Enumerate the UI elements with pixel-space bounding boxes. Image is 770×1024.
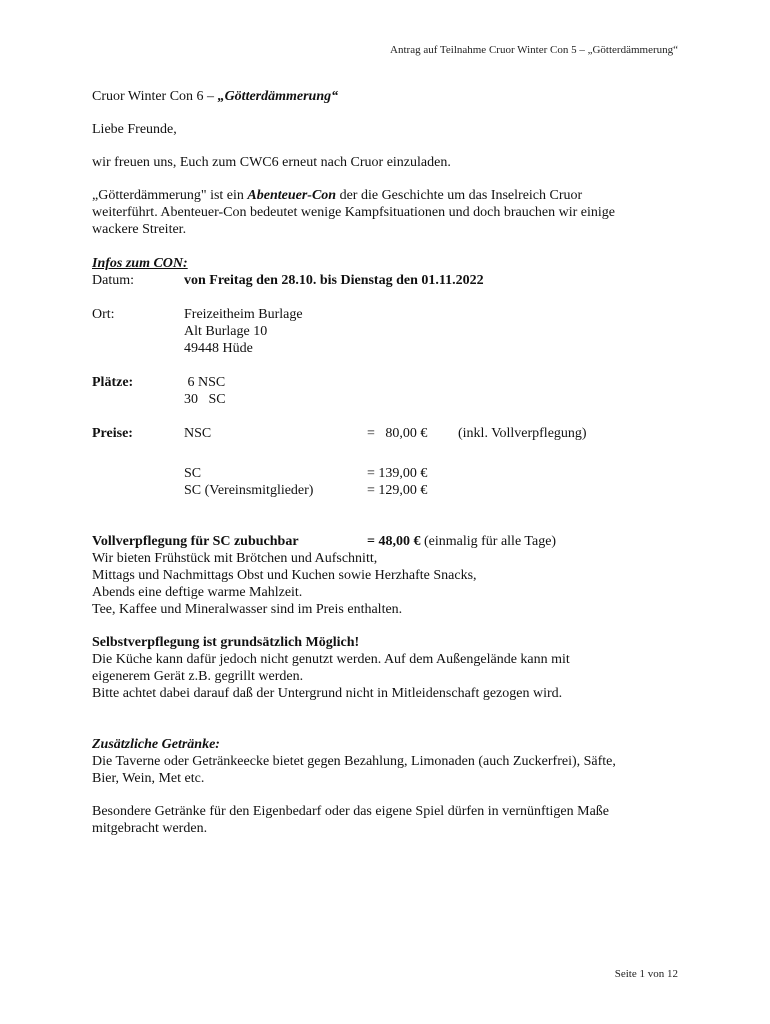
preise-row-sc [92,465,692,482]
intro-part1: „Götterdämmerung" ist ein [92,188,248,203]
intro-paragraph [92,187,692,238]
infos-heading: Infos zum CON: [92,256,188,271]
ort-row-2 [92,323,692,340]
ort-row [92,306,692,323]
preis-note: (inkl. Vollverpflegung) [458,426,587,441]
getraenke-line: Die Taverne oder Getränkeecke bietet gegen Bezahlung, Limonaden (auch Zuckerfrei), Säfte, [92,754,616,769]
title-prefix: Cruor Winter Con 6 – [92,89,218,104]
preise-row-sc-verein [92,482,692,499]
intro-line3: wackere Streiter. [92,222,187,237]
datum-label: Datum: [92,273,134,288]
datum-value: von Freitag den 28.10. bis Dienstag den 01.11.2022 [184,273,484,288]
preis-value: = 80,00 € [367,426,428,441]
intro-part2: der die Geschichte um das Inselreich Cruor [336,188,583,203]
invite-text: wir freuen uns, Euch zum CWC6 erneut nach Cruor einzuladen. [92,155,451,170]
selbstverpflegung-heading: Selbstverpflegung ist grundsätzlich Möglich! [92,635,360,650]
vollverpflegung-note: (einmalig für alle Tage) [420,534,557,549]
infos-section [92,255,692,499]
getraenke-line: Bier, Wein, Met etc. [92,771,205,786]
ort-line-1: Freizeitheim Burlage [184,307,303,322]
vollverpflegung-price: = 48,00 € [367,534,421,549]
plaetze-line-2: 30 SC [184,392,226,407]
selbstverpflegung-line: Bitte achtet dabei darauf daß der Untergrund nicht in Mitleidenschaft gezogen wird. [92,686,563,701]
vollverpflegung-price-line [367,533,556,550]
greeting: Liebe Freunde, [92,122,177,137]
preise-row-nsc [92,425,692,442]
intro-line2: weiterführt. Abenteuer-Con bedeutet wenige Kampfsituationen und doch brauchen wir einige [92,205,615,220]
selbstverpflegung-line: Die Küche kann dafür jedoch nicht genutzt werden. Auf dem Außengelände kann mit [92,652,570,667]
vollverpflegung-line: Wir bieten Frühstück mit Brötchen und Aufschnitt, [92,551,378,566]
ort-line-3: 49448 Hüde [184,341,253,356]
plaetze-row-2 [92,391,692,408]
plaetze-label: Plätze: [92,375,134,390]
preis-item: SC [184,466,202,481]
getraenke-heading: Zusätzliche Getränke: [92,737,220,752]
preis-item: SC (Vereinsmitglieder) [184,483,314,498]
getraenke-extra-line: Besondere Getränke für den Eigenbedarf oder das eigene Spiel dürfen in vernünftigen Maße [92,804,610,819]
ort-line-2: Alt Burlage 10 [184,324,268,339]
title-name: „Götterdämmerung“ [217,89,339,104]
vollverpflegung-label: Vollverpflegung für SC zubuchbar [92,534,299,549]
preis-value: = 129,00 € [367,483,428,498]
vollverpflegung-line: Abends eine deftige warme Mahlzeit. [92,585,303,600]
document-title [92,88,692,105]
preise-label: Preise: [92,426,133,441]
document-body [92,88,692,837]
ort-label: Ort: [92,307,115,322]
datum-row [92,272,692,289]
plaetze-row [92,374,692,391]
page-header: Antrag auf Teilnahme Cruor Winter Con 5 – „Götterdämmerung“ [390,44,678,56]
vollverpflegung-line: Tee, Kaffee und Mineralwasser sind im Preis enthalten. [92,602,403,617]
getraenke-section [92,736,692,837]
page-footer: Seite 1 von 12 [614,968,678,980]
vollverpflegung-line: Mittags und Nachmittags Obst und Kuchen sowie Herzhafte Snacks, [92,568,477,583]
vollverpflegung-section [92,533,692,618]
intro-emph: Abenteuer-Con [247,188,337,203]
vollverpflegung-row [92,533,692,550]
ort-row-3 [92,340,692,357]
selbstverpflegung-section [92,634,692,702]
selbstverpflegung-line: eigenerem Gerät z.B. gegrillt werden. [92,669,304,684]
preis-value: = 139,00 € [367,466,428,481]
getraenke-extra-line: mitgebracht werden. [92,821,208,836]
preis-item: NSC [184,426,212,441]
plaetze-line-1: 6 NSC [184,375,226,390]
